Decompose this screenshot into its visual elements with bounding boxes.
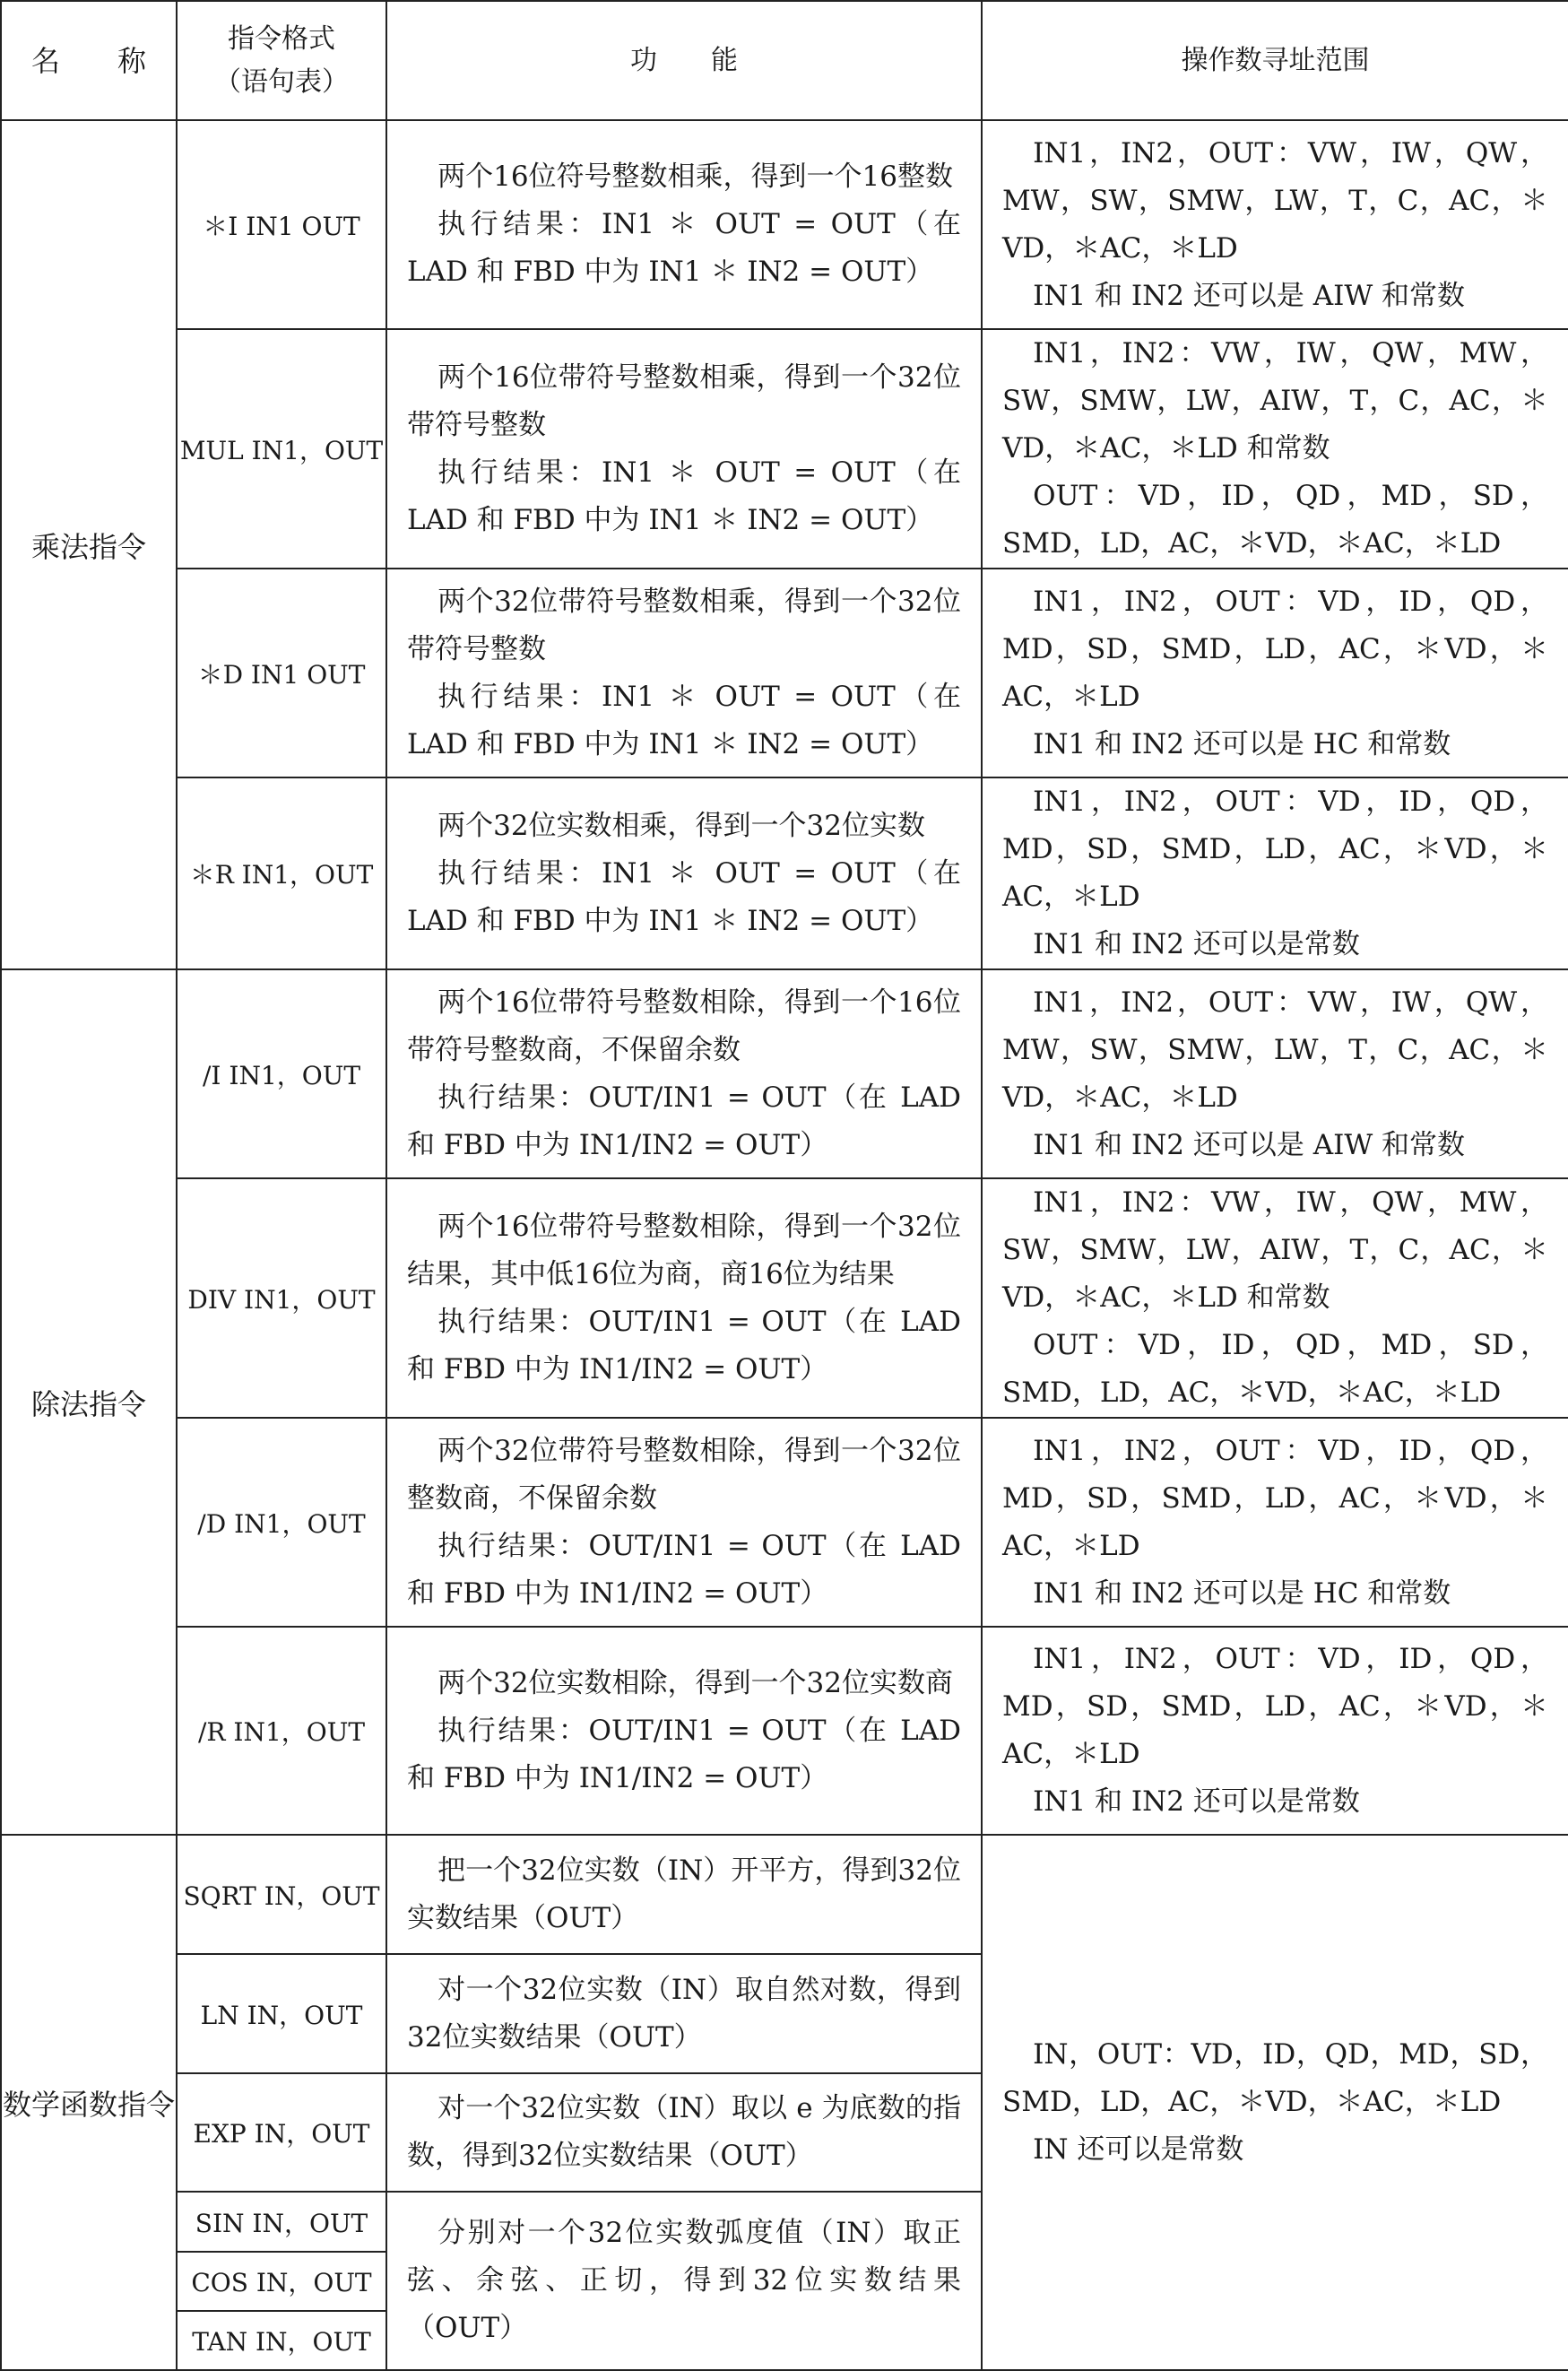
operand-note: IN1 和 IN2 还可以是常数 <box>1033 928 1360 960</box>
function-text: 两个16位带符号整数相乘，得到一个32位带符号整数 <box>407 360 961 441</box>
operand-cell <box>982 777 1568 969</box>
format-cell: COS IN，OUT <box>177 2252 386 2311</box>
header-format-line1: 指令格式 <box>228 22 335 55</box>
header-name: 名 称 <box>1 1 177 120</box>
function-result: 执行结果：IN1 ＊ OUT = OUT（在 LAD 和 FBD 中为 IN1 ＊ IN2 = OUT） <box>407 456 961 536</box>
group-div: 除法指令 <box>1 969 177 1835</box>
operand-cell <box>982 969 1568 1178</box>
header-function: 功 能 <box>386 1 982 120</box>
function-cell <box>386 1954 982 2073</box>
table-row <box>1 1627 1568 1835</box>
function-text: 对一个32位实数（IN）取以 e 为底数的指数，得到32位实数结果（OUT） <box>407 2092 961 2172</box>
operand-note: IN1 和 IN2 还可以是 HC 和常数 <box>1033 727 1451 760</box>
function-cell <box>386 1835 982 1954</box>
format-cell: MUL IN1，OUT <box>177 329 386 569</box>
function-text: 两个16位带符号整数相除，得到一个32位结果，其中低16位为商，商16位为结果 <box>407 1210 961 1290</box>
function-cell <box>386 1178 982 1418</box>
group-math: 数学函数指令 <box>1 1835 177 2370</box>
table-row <box>1 1835 1568 1954</box>
function-text: 两个16位符号整数相乘，得到一个16整数 <box>437 161 953 193</box>
format-cell: ＊D IN1 OUT <box>177 569 386 777</box>
function-text: 两个32位实数相除，得到一个32位实数商 <box>437 1666 953 1699</box>
format-cell: /D IN1，OUT <box>177 1418 386 1627</box>
function-text: 两个32位带符号整数相乘，得到一个32位带符号整数 <box>407 585 961 665</box>
table-row <box>1 569 1568 777</box>
operand-note: IN 还可以是常数 <box>1033 2133 1244 2166</box>
operand-cell <box>982 1178 1568 1418</box>
table-row <box>1 120 1568 329</box>
operand-cell <box>982 569 1568 777</box>
table-row <box>1 1178 1568 1418</box>
function-result: 执行结果：OUT/IN1 = OUT（在 LAD 和 FBD 中为 IN1/IN2 = OUT） <box>407 1081 961 1161</box>
operand-note: IN1 和 IN2 还可以是 HC 和常数 <box>1033 1576 1451 1610</box>
operand-text: IN，OUT：VD，ID，QD，MD，SD，SMD，LD，AC，＊VD，＊AC，＊LD <box>1002 2038 1548 2118</box>
table-row <box>1 777 1568 969</box>
format-cell: ＊I IN1 OUT <box>177 120 386 329</box>
operand-text: IN1，IN2，OUT：VW，IW，QW，MW，SW，SMW，LW，T，C，AC，＊VD，＊AC，＊LD <box>1002 136 1548 265</box>
format-cell: /R IN1，OUT <box>177 1627 386 1835</box>
operand-text: IN1，IN2：VW，IW，QW，MW，SW，SMW，LW，AIW，T，C，AC，＊VD，＊AC，＊LD 和常数 <box>1002 337 1548 465</box>
function-cell <box>386 329 982 569</box>
function-cell <box>386 2073 982 2192</box>
header-format <box>177 1 386 120</box>
function-cell <box>386 569 982 777</box>
function-cell <box>386 777 982 969</box>
operand-text: IN1，IN2：VW，IW，QW，MW，SW，SMW，LW，AIW，T，C，AC，＊VD，＊AC，＊LD 和常数 <box>1002 1186 1548 1314</box>
format-cell: /I IN1，OUT <box>177 969 386 1178</box>
operand-note: IN1 和 IN2 还可以是 AIW 和常数 <box>1033 1128 1466 1161</box>
header-format-line2: （语句表） <box>214 65 349 98</box>
math-operand-cell <box>982 1835 1568 2370</box>
header-operand: 操作数寻址范围 <box>982 1 1568 120</box>
function-text: 对一个32位实数（IN）取自然对数，得到32位实数结果（OUT） <box>407 1973 961 2054</box>
format-cell: ＊R IN1，OUT <box>177 777 386 969</box>
table-row <box>1 329 1568 569</box>
operand-note: IN1 和 IN2 还可以是常数 <box>1033 1785 1360 1818</box>
operand-note: OUT：VD，ID，QD，MD，SD，SMD，LD，AC，＊VD，＊AC，＊LD <box>1002 480 1548 560</box>
function-cell <box>386 1418 982 1627</box>
function-result: 执行结果：OUT/IN1 = OUT（在 LAD 和 FBD 中为 IN1/IN2 = OUT） <box>407 1714 961 1794</box>
function-text: 把一个32位实数（IN）开平方，得到32位实数结果（OUT） <box>407 1854 961 1934</box>
function-text: 分别对一个32位实数弧度值（IN）取正弦、余弦、正切，得到32位实数结果（OUT） <box>407 2217 961 2344</box>
function-cell <box>386 1627 982 1835</box>
function-text: 两个16位带符号整数相除，得到一个16位带符号整数商，不保留余数 <box>407 986 961 1066</box>
operand-cell <box>982 1418 1568 1627</box>
operand-cell <box>982 120 1568 329</box>
function-result: 执行结果：IN1 ＊ OUT = OUT（在 LAD 和 FBD 中为 IN1 ＊ IN2 = OUT） <box>407 208 961 288</box>
function-cell <box>386 120 982 329</box>
operand-text: IN1，IN2，OUT：VD，ID，QD，MD，SD，SMD，LD，AC，＊VD，＊AC，＊LD <box>1002 1434 1548 1562</box>
operand-text: IN1，IN2，OUT：VD，ID，QD，MD，SD，SMD，LD，AC，＊VD，＊AC，＊LD <box>1002 1643 1548 1770</box>
operand-text: IN1，IN2，OUT：VD，ID，QD，MD，SD，SMD，LD，AC，＊VD，＊AC，＊LD <box>1002 585 1548 713</box>
format-cell: DIV IN1，OUT <box>177 1178 386 1418</box>
table-row <box>1 1418 1568 1627</box>
function-text: 两个32位带符号整数相除，得到一个32位整数商，不保留余数 <box>407 1434 961 1515</box>
operand-text: IN1，IN2，OUT：VD，ID，QD，MD，SD，SMD，LD，AC，＊VD，＊AC，＊LD <box>1002 786 1548 913</box>
function-text: 两个32位实数相乘，得到一个32位实数 <box>437 809 925 842</box>
table-row <box>1 969 1568 1178</box>
function-result: 执行结果：IN1 ＊ OUT = OUT（在 LAD 和 FBD 中为 IN1 ＊ IN2 = OUT） <box>407 856 961 937</box>
operand-text: IN1，IN2，OUT：VW，IW，QW，MW，SW，SMW，LW，T，C，AC，＊VD，＊AC，＊LD <box>1002 986 1548 1114</box>
operand-note: IN1 和 IN2 还可以是 AIW 和常数 <box>1033 279 1466 312</box>
header-row <box>1 1 1568 120</box>
function-result: 执行结果：OUT/IN1 = OUT（在 LAD 和 FBD 中为 IN1/IN2 = OUT） <box>407 1529 961 1610</box>
operand-cell <box>982 1627 1568 1835</box>
group-mul: 乘法指令 <box>1 120 177 969</box>
format-cell: SQRT IN，OUT <box>177 1835 386 1954</box>
format-cell: EXP IN，OUT <box>177 2073 386 2192</box>
trig-function-cell <box>386 2192 982 2370</box>
operand-cell <box>982 329 1568 569</box>
function-result: 执行结果：IN1 ＊ OUT = OUT（在 LAD 和 FBD 中为 IN1 ＊ IN2 = OUT） <box>407 680 961 760</box>
format-cell: TAN IN，OUT <box>177 2311 386 2370</box>
operand-note: OUT：VD，ID，QD，MD，SD，SMD，LD，AC，＊VD，＊AC，＊LD <box>1002 1329 1548 1409</box>
function-result: 执行结果：OUT/IN1 = OUT（在 LAD 和 FBD 中为 IN1/IN2 = OUT） <box>407 1305 961 1385</box>
format-cell: SIN IN，OUT <box>177 2192 386 2252</box>
format-cell: LN IN，OUT <box>177 1954 386 2073</box>
function-cell <box>386 969 982 1178</box>
